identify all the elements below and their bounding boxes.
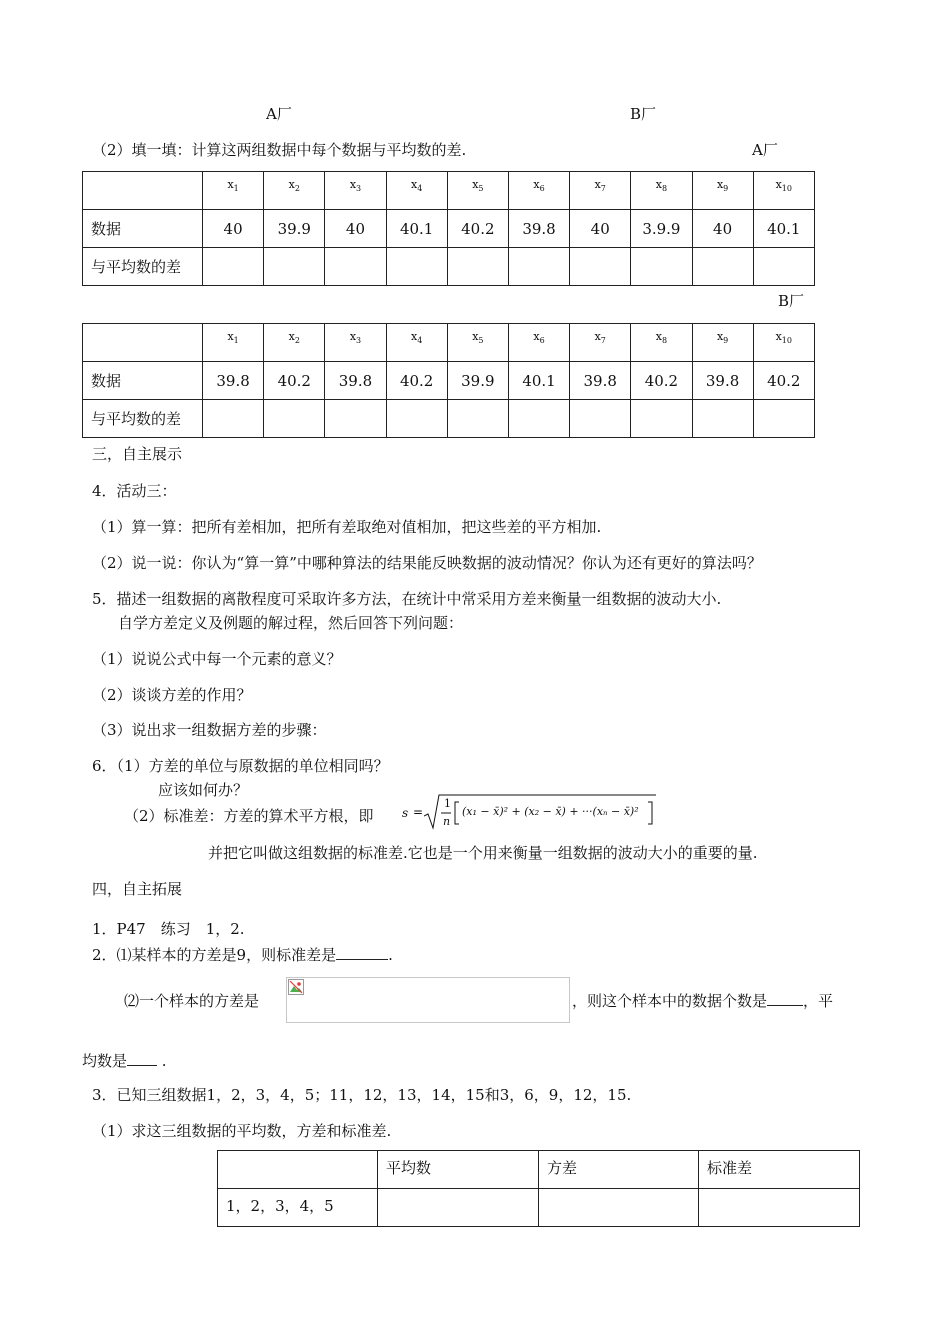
table-b-empty-cell <box>386 400 447 438</box>
table-a-cell: 39.9 <box>264 210 325 248</box>
table-b-cell: 39.8 <box>570 362 631 400</box>
table-a-header: $x_{10}$ <box>753 172 814 210</box>
table-b-empty-cell <box>325 400 386 438</box>
table-a-cell: 40 <box>570 210 631 248</box>
table-b-header: $x_{10}$ <box>753 324 814 362</box>
table-b-header: $x_2$ <box>264 324 325 362</box>
table-b-row-label-diff: 与平均数的差 <box>83 400 203 438</box>
stats-table-corner <box>218 1151 378 1189</box>
table-a-cell: 3.9.9 <box>631 210 692 248</box>
table-a-empty-cell <box>631 248 692 286</box>
q5-part1: （1）说说公式中每一个元素的意义？ <box>92 650 342 668</box>
table-b-corner <box>83 324 203 362</box>
table-b-cell: 39.9 <box>447 362 508 400</box>
table-b-empty-cell <box>631 400 692 438</box>
table-a-empty-cell <box>753 248 814 286</box>
table-b-empty-cell <box>692 400 753 438</box>
q6-part1: 6．（1）方差的单位与原数据的单位相同吗？ <box>92 757 389 775</box>
q5-part2: （2）谈谈方差的作用？ <box>92 686 252 704</box>
broken-image-icon <box>288 979 304 995</box>
answer-blank-mean <box>127 1065 157 1066</box>
s4-q1: 1．P47 练习 1，2. <box>92 920 245 938</box>
table-a-empty-cell <box>570 248 631 286</box>
table-b-cell: 39.8 <box>325 362 386 400</box>
s4-q3: 3．已知三组数据1，2，3，4，5；11，12，13，14，15和3，6，9，12，15. <box>92 1086 632 1104</box>
q4-part1: （1）算一算：把所有差相加，把所有差取绝对值相加，把这些差的平方相加. <box>92 518 602 536</box>
s4-q2-part2-mid <box>572 990 833 1011</box>
table-a-header: $x_1$ <box>203 172 264 210</box>
stats-table <box>217 1150 860 1227</box>
table-a-cell: 40.2 <box>447 210 508 248</box>
table-a-cell: 40.1 <box>386 210 447 248</box>
table-a-header: $x_8$ <box>631 172 692 210</box>
q5-subtext: 自学方差定义及例题的解过程，然后回答下列问题： <box>118 614 464 632</box>
q5-text: 5．描述一组数据的离散程度可采取许多方法，在统计中常采用方差来衡量一组数据的波动大小. <box>92 590 722 608</box>
table-b-header: $x_6$ <box>508 324 569 362</box>
table-b-cell: 39.8 <box>203 362 264 400</box>
variance-formula-image-placeholder <box>286 977 570 1023</box>
s4-q2-mean-text: 均数是 <box>82 1052 128 1070</box>
table-a-header: $x_5$ <box>447 172 508 210</box>
table-b-factory <box>82 323 815 438</box>
table-b-empty-cell <box>753 400 814 438</box>
s4-q2-part1 <box>92 944 393 965</box>
std-formula <box>400 794 656 830</box>
stats-cell-std <box>699 1189 860 1227</box>
table-b-empty-cell <box>570 400 631 438</box>
table-a-cell: 40.1 <box>753 210 814 248</box>
table-a-header: $x_3$ <box>325 172 386 210</box>
label-b-factory-top: B厂 <box>630 105 657 123</box>
stats-header-variance: 方差 <box>539 1151 699 1189</box>
table-b-cell: 40.2 <box>386 362 447 400</box>
stats-cell-mean <box>378 1189 539 1227</box>
q6-part1b: 应该如何办？ <box>158 781 249 799</box>
q4-part2: （2）说一说：你认为“算一算”中哪种算法的结果能反映数据的波动情况？你认为还有更好的算法吗？ <box>92 554 762 572</box>
table-b-header: $x_4$ <box>386 324 447 362</box>
table-b-cell: 40.2 <box>631 362 692 400</box>
s4-q2-part1-end: . <box>388 946 393 964</box>
table-b-row-label-data: 数据 <box>83 362 203 400</box>
table-a-header: $x_7$ <box>570 172 631 210</box>
q5-part3: （3）说出求一组数据方差的步骤： <box>92 721 327 739</box>
table-b-cell: 39.8 <box>692 362 753 400</box>
table-a-cell: 40 <box>692 210 753 248</box>
s4-q2-part2-start: ⑵一个样本的方差是 <box>124 992 260 1010</box>
s4-q3-part1: （1）求这三组数据的平均数，方差和标准差. <box>92 1122 392 1140</box>
table-a-empty-cell <box>508 248 569 286</box>
stats-header-mean: 平均数 <box>378 1151 539 1189</box>
label-a-factory: A厂 <box>752 141 778 159</box>
table-a-empty-cell <box>325 248 386 286</box>
table-b-header: $x_5$ <box>447 324 508 362</box>
table-a-empty-cell <box>203 248 264 286</box>
q6-part2: （2）标准差：方差的算术平方根，即 <box>124 807 374 825</box>
answer-blank-std <box>336 959 388 960</box>
s4-q2-part2-mid-text: ，则这个样本中的数据个数是 <box>572 992 768 1010</box>
s4-q2-part2-end: ，平 <box>803 992 834 1010</box>
table-b-header: $x_3$ <box>325 324 386 362</box>
table-b-header: $x_9$ <box>692 324 753 362</box>
table-a-empty-cell <box>386 248 447 286</box>
table-a-cell: 40 <box>203 210 264 248</box>
table-b-header: $x_8$ <box>631 324 692 362</box>
s4-q2-part2-line2 <box>82 1050 167 1071</box>
stats-cell-variance <box>539 1189 699 1227</box>
formula-eq: = <box>413 805 424 819</box>
formula-numerator: 1 <box>444 797 451 810</box>
s4-q2-part1-text: 2．⑴某样本的方差是9，则标准差是 <box>92 946 337 964</box>
stats-row-label: 1，2，3，4，5 <box>218 1189 378 1227</box>
label-a-factory-top: A厂 <box>266 105 292 123</box>
left-bracket <box>455 802 459 824</box>
table-b-empty-cell <box>203 400 264 438</box>
table-b-empty-cell <box>447 400 508 438</box>
table-a-factory <box>82 171 815 286</box>
table-a-empty-cell <box>447 248 508 286</box>
table-b-header: $x_1$ <box>203 324 264 362</box>
table-b-cell: 40.1 <box>508 362 569 400</box>
answer-blank-count <box>767 1005 803 1006</box>
table-b-cell: 40.2 <box>753 362 814 400</box>
table-b-header: $x_7$ <box>570 324 631 362</box>
table-a-header: $x_9$ <box>692 172 753 210</box>
formula-terms: (x₁ − x̄)² + (x₂ − x̄) + ···(xₙ − x̄)² <box>462 805 639 818</box>
formula-s: s <box>402 806 409 820</box>
q2-fill-text: （2）填一填：计算这两组数据中每个数据与平均数的差. <box>92 141 467 159</box>
table-a-cell: 40 <box>325 210 386 248</box>
table-a-header: $x_2$ <box>264 172 325 210</box>
table-a-empty-cell <box>264 248 325 286</box>
table-a-cell: 39.8 <box>508 210 569 248</box>
right-bracket <box>648 802 652 824</box>
s4-q2-mean-end: . <box>157 1052 167 1070</box>
section4-title: 四，自主拓展 <box>92 880 183 898</box>
table-a-row-label-data: 数据 <box>83 210 203 248</box>
section3-title: 三，自主展示 <box>92 445 183 463</box>
table-a-corner <box>83 172 203 210</box>
table-b-empty-cell <box>508 400 569 438</box>
table-a-header: $x_4$ <box>386 172 447 210</box>
table-a-row-label-diff: 与平均数的差 <box>83 248 203 286</box>
q6-part3: 并把它叫做这组数据的标准差.它也是一个用来衡量一组数据的波动大小的重要的量. <box>208 844 758 862</box>
q4-title: 4．活动三： <box>92 482 177 500</box>
formula-denominator: n <box>443 815 451 828</box>
table-a-empty-cell <box>692 248 753 286</box>
table-b-empty-cell <box>264 400 325 438</box>
label-b-factory: B厂 <box>778 292 805 310</box>
table-b-cell: 40.2 <box>264 362 325 400</box>
stats-header-std: 标准差 <box>699 1151 860 1189</box>
table-a-header: $x_6$ <box>508 172 569 210</box>
